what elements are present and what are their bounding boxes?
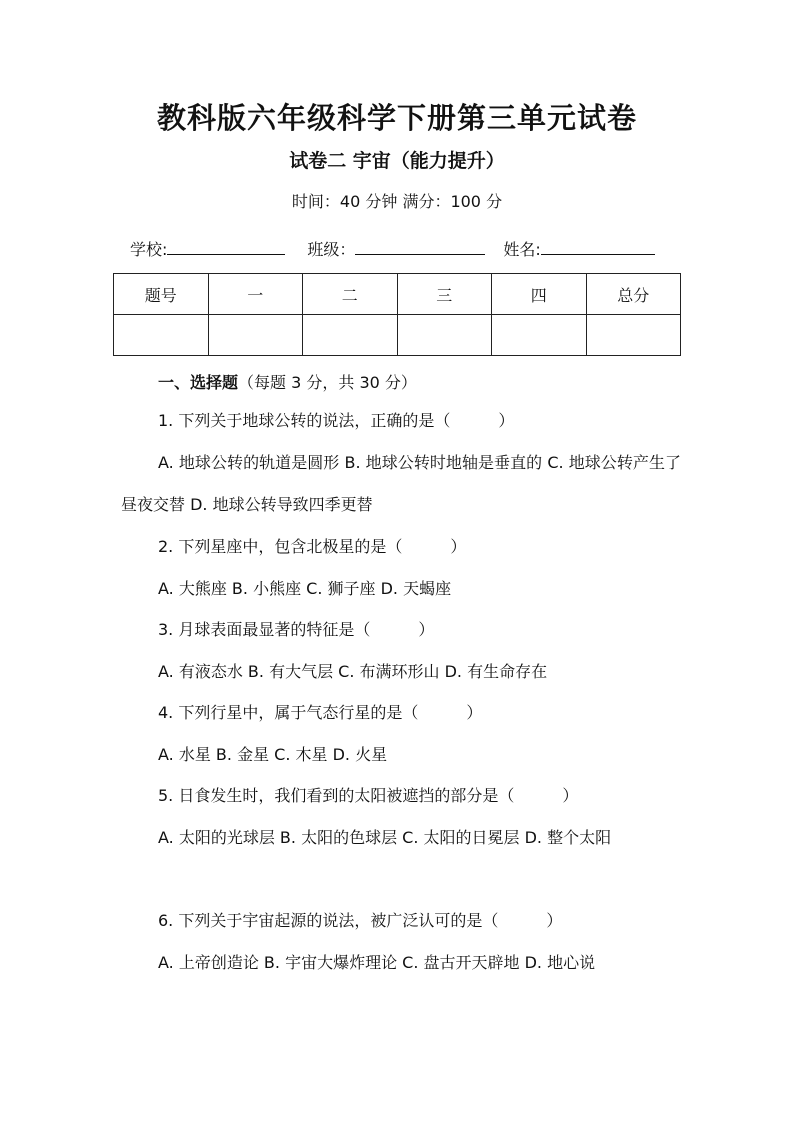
question-stem: 3. 月球表面最显著的特征是（ ） bbox=[158, 620, 435, 639]
question-stem: 5. 日食发生时，我们看到的太阳被遮挡的部分是（ ） bbox=[158, 786, 579, 805]
question-4 bbox=[121, 692, 681, 776]
exam-title: 教科版六年级科学下册第三单元试卷 bbox=[156, 101, 637, 135]
school-label: 学校: bbox=[130, 240, 168, 259]
class-label: 班级： bbox=[307, 240, 356, 259]
score-table bbox=[113, 273, 681, 356]
section-heading bbox=[158, 370, 417, 393]
exam-subtitle: 试卷二 宇宙（能力提升） bbox=[289, 150, 505, 172]
student-info-line bbox=[130, 236, 690, 260]
section-title: 一、选择题 bbox=[158, 373, 239, 392]
question-6 bbox=[121, 900, 681, 984]
section-note: （每题 3 分，共 30 分） bbox=[238, 373, 417, 392]
question-stem: 4. 下列行星中，属于气态行星的是（ ） bbox=[158, 703, 483, 722]
question-options: A. 地球公转的轨道是圆形 B. 地球公转时地轴是垂直的 C. 地球公转产生了昼夜交替 D. 地球公转导致四季更替 bbox=[121, 453, 681, 514]
question-options: A. 太阳的光球层 B. 太阳的色球层 C. 太阳的日冕层 D. 整个太阳 bbox=[158, 828, 612, 847]
score-table-header-row bbox=[114, 274, 681, 315]
question-options: A. 水星 B. 金星 C. 木星 D. 火星 bbox=[158, 745, 388, 764]
score-header-cell: 一 bbox=[208, 274, 303, 315]
question-5 bbox=[121, 775, 681, 859]
score-header-cell: 总分 bbox=[586, 274, 681, 315]
name-field[interactable] bbox=[541, 236, 655, 255]
score-header-cell: 三 bbox=[397, 274, 492, 315]
question-1 bbox=[121, 400, 681, 526]
question-stem: 1. 下列关于地球公转的说法，正确的是（ ） bbox=[158, 411, 515, 430]
score-cell[interactable] bbox=[303, 315, 398, 356]
score-header-cell: 题号 bbox=[114, 274, 209, 315]
question-options: A. 有液态水 B. 有大气层 C. 布满环形山 D. 有生命存在 bbox=[158, 662, 548, 681]
score-table-blank-row bbox=[114, 315, 681, 356]
score-cell[interactable] bbox=[397, 315, 492, 356]
question-options: A. 大熊座 B. 小熊座 C. 狮子座 D. 天蝎座 bbox=[158, 579, 452, 598]
score-cell[interactable] bbox=[586, 315, 681, 356]
score-header-cell: 二 bbox=[303, 274, 398, 315]
name-label: 姓名: bbox=[503, 240, 541, 259]
score-header-cell: 四 bbox=[492, 274, 587, 315]
question-2 bbox=[121, 526, 681, 610]
question-options: A. 上帝创造论 B. 宇宙大爆炸理论 C. 盘古开天辟地 D. 地心说 bbox=[158, 953, 596, 972]
class-field[interactable] bbox=[355, 236, 485, 255]
score-cell[interactable] bbox=[492, 315, 587, 356]
score-cell[interactable] bbox=[208, 315, 303, 356]
question-3 bbox=[121, 609, 681, 693]
question-stem: 2. 下列星座中，包含北极星的是（ ） bbox=[158, 537, 467, 556]
score-cell[interactable] bbox=[114, 315, 209, 356]
time-score-line: 时间：40 分钟 满分：100 分 bbox=[291, 192, 503, 211]
school-field[interactable] bbox=[167, 236, 285, 255]
question-stem: 6. 下列关于宇宙起源的说法，被广泛认可的是（ ） bbox=[158, 911, 563, 930]
